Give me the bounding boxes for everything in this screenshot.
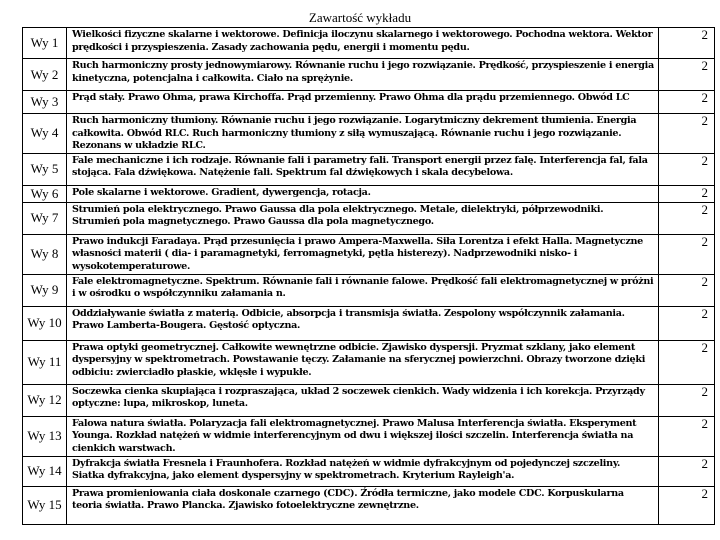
table-row (23, 384, 715, 416)
lecture-hours: 2 (659, 416, 715, 456)
lecture-topics: Fale mechaniczne i ich rodzaje. Równanie fali i parametry fali. Transport energii przez falę. Interferencja fal, fala stojąca. Fala dźwiękowa. Natężenie fali. Spektrum fal dźwiękowych i skala decybelowa. (67, 153, 659, 185)
table-row (23, 185, 715, 202)
table-row (23, 456, 715, 486)
lecture-number: Wy 9 (23, 274, 67, 306)
table-row (23, 153, 715, 185)
lecture-hours: 2 (659, 28, 715, 59)
lecture-hours: 2 (659, 486, 715, 524)
lecture-hours: 2 (659, 340, 715, 384)
lecture-number: Wy 14 (23, 456, 67, 486)
lecture-topics: Ruch harmoniczny tłumiony. Równanie ruchu i jego rozwiązanie. Logarytmiczny dekrement tłumienia. Energia całkowita. Obwód RLC. Ruch harmoniczny tłumiony z siłą wymuszającą. Równanie ruchu i jego rozwiązanie. Rezonans w układzie RLC. (67, 114, 659, 154)
table-row (23, 340, 715, 384)
table-row (23, 416, 715, 456)
lecture-hours: 2 (659, 234, 715, 274)
lecture-topics: Dyfrakcja światła Fresnela i Fraunhofera. Rozkład natężeń w widmie dyfrakcyjnym od pojedynczej szczeliny. Siatka dyfrakcyjna, jako element dyspersyjny w spektrometrach. Kryterium Rayleigh'a. (67, 456, 659, 486)
lecture-topics: Prawa promieniowania ciała doskonale czarnego (CDC). Źródła termiczne, jako modele CDC. Korpuskularna teoria światła. Prawo Plancka. Zjawisko fotoelektryczne zewnętrzne. (67, 486, 659, 524)
lecture-topics: Strumień pola elektrycznego. Prawo Gaussa dla pola elektrycznego. Metale, dielektryki, półprzewodniki. Strumień pola magnetycznego. Prawo Gaussa dla pola magnetycznego. (67, 202, 659, 234)
table-row (23, 306, 715, 340)
lecture-content-table (22, 27, 715, 525)
lecture-topics: Prawa optyki geometrycznej. Całkowite wewnętrzne odbicie. Zjawisko dyspersji. Pryzmat szklany, jako element dyspersyjny w spektrometrach. Powstawanie tęczy. Załamanie na sferycznej powierzchni. Obrazy tworzone dzięki odbiciu: zwierciadło płaskie, wklęsłe i wypukłe. (67, 340, 659, 384)
lecture-topics: Wielkości fizyczne skalarne i wektorowe. Definicja iloczynu skalarnego i wektorowego. Pochodna wektora. Wektor prędkości i przyspieszenia. Zasady zachowania pędu, energii i momentu pędu. (67, 28, 659, 59)
lecture-hours: 2 (659, 153, 715, 185)
lecture-topics: Prawo indukcji Faradaya. Prąd przesunięcia i prawo Ampera-Maxwella. Siła Lorentza i efekt Halla. Magnetyczne własności materii ( dia- i paramagnetyki, ferromagnetyki, pętla histerezy). Nadprzewodniki nisko- i wysokotemperaturowe. (67, 234, 659, 274)
lecture-hours: 2 (659, 185, 715, 202)
lecture-number: Wy 5 (23, 153, 67, 185)
table-row (23, 114, 715, 154)
lecture-number: Wy 1 (23, 28, 67, 59)
lecture-number: Wy 6 (23, 185, 67, 202)
lecture-topics: Ruch harmoniczny prosty jednowymiarowy. Równanie ruchu i jego rozwiązanie. Prędkość, przyspieszenie i energia kinetyczna, potencjalna i całkowita. Ciało na sprężynie. (67, 59, 659, 91)
lecture-number: Wy 7 (23, 202, 67, 234)
lecture-hours: 2 (659, 202, 715, 234)
table-row (23, 274, 715, 306)
lecture-topics: Falowa natura światła. Polaryzacja fali elektromagnetycznej. Prawo Malusa Interferencja światła. Eksperyment Younga. Rozkład natężeń w widmie interferencyjnym od dwu i większej ilości szczelin. Interferencja światła na cienkich warstwach. (67, 416, 659, 456)
table-row (23, 486, 715, 524)
table-row (23, 59, 715, 91)
page-title: Zawartość wykładu (308, 10, 412, 25)
lecture-number: Wy 15 (23, 486, 67, 524)
lecture-number: Wy 4 (23, 114, 67, 154)
lecture-topics: Prąd stały. Prawo Ohma, prawa Kirchoffa. Prąd przemienny. Prawo Ohma dla prądu przemiennego. Obwód LC (67, 91, 659, 114)
lecture-hours: 2 (659, 306, 715, 340)
lecture-number: Wy 11 (23, 340, 67, 384)
lecture-topics: Pole skalarne i wektorowe. Gradient, dywergencja, rotacja. (67, 185, 659, 202)
lecture-hours: 2 (659, 456, 715, 486)
lecture-hours: 2 (659, 384, 715, 416)
table-row (23, 28, 715, 59)
lecture-topics: Fale elektromagnetyczne. Spektrum. Równanie fali i równanie falowe. Prędkość fali elektromagnetycznej w próżni i w ośrodku o współczynniku załamania n. (67, 274, 659, 306)
lecture-topics: Soczewka cienka skupiająca i rozpraszająca, układ 2 soczewek cienkich. Wady widzenia i ich korekcja. Przyrządy optyczne: lupa, mikroskop, luneta. (67, 384, 659, 416)
lecture-hours: 2 (659, 114, 715, 154)
lecture-hours: 2 (659, 59, 715, 91)
table-row (23, 234, 715, 274)
lecture-number: Wy 2 (23, 59, 67, 91)
lecture-hours: 2 (659, 91, 715, 114)
table-row (23, 202, 715, 234)
lecture-number: Wy 8 (23, 234, 67, 274)
lecture-number: Wy 10 (23, 306, 67, 340)
lecture-number: Wy 3 (23, 91, 67, 114)
lecture-number: Wy 13 (23, 416, 67, 456)
lecture-number: Wy 12 (23, 384, 67, 416)
lecture-hours: 2 (659, 274, 715, 306)
lecture-topics: Oddziaływanie światła z materią. Odbicie, absorpcja i transmisja światła. Zespolony współczynnik załamania. Prawo Lamberta-Bougera. Gęstość optyczna. (67, 306, 659, 340)
table-row (23, 91, 715, 114)
